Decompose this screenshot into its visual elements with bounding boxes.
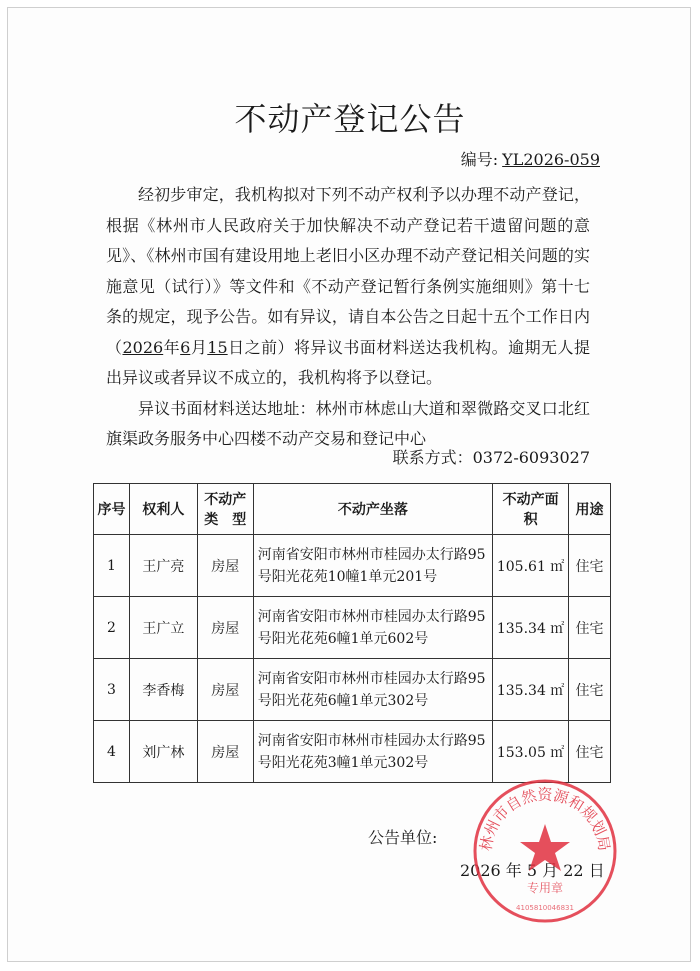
seal-star-icon — [520, 824, 570, 871]
cell-type: 房屋 — [197, 597, 253, 659]
paragraph-main — [106, 180, 590, 394]
cell-owner: 刘广林 — [129, 721, 197, 783]
table-header-row — [94, 484, 611, 535]
header-use: 用途 — [569, 484, 611, 535]
paragraph-main-text: 经初步审定，我机构拟对下列不动产权利予以办理不动产登记，根据《林州市人民政府关于加快解决不动产登记若干遗留问题的意见》、《林州市国有建设用地上老旧小区办理不动产登记相关问题的实施意见（试行）》等文件和《不动产登记暂行条例实施细则》第十七条的规定，现予公告。如有异议，请自本公告之日起十五个工作日内（ — [106, 185, 590, 357]
cell-area: 153.05 ㎡ — [493, 721, 569, 783]
cell-use: 住宅 — [569, 535, 611, 597]
seal-code: 4105810046831 — [516, 904, 574, 912]
cell-no: 3 — [94, 659, 130, 721]
cell-area: 135.34 ㎡ — [493, 597, 569, 659]
deadline-year-unit: 年 — [163, 337, 181, 357]
cell-area: 105.61 ㎡ — [493, 535, 569, 597]
table-row — [94, 597, 611, 659]
deadline-year: 2026 — [122, 337, 164, 357]
cell-use: 住宅 — [569, 721, 611, 783]
paragraph-main-tail: 日之前）将异议书面材料送达我机构。逾期无人提出异议或者异议不成立的，我机构将予以登记。 — [106, 337, 590, 387]
cell-area: 135.34 ㎡ — [493, 659, 569, 721]
cell-no: 2 — [94, 597, 130, 659]
seal-text: 林州市自然资源和规划局 — [476, 785, 614, 853]
property-table — [93, 483, 611, 783]
cell-type: 房屋 — [197, 535, 253, 597]
header-owner: 权利人 — [129, 484, 197, 535]
header-location: 不动产坐落 — [253, 484, 492, 535]
deadline-month-unit: 月 — [190, 337, 208, 357]
cell-type: 房屋 — [197, 659, 253, 721]
cell-owner: 王广立 — [129, 597, 197, 659]
header-no: 序号 — [94, 484, 130, 535]
table-row — [94, 535, 611, 597]
document-number — [461, 147, 600, 170]
cell-no: 1 — [94, 535, 130, 597]
cell-no: 4 — [94, 721, 130, 783]
cell-address: 河南省安阳市林州市桂园办太行路95号阳光花苑6幢1单元602号 — [253, 597, 492, 659]
document-number-label: 编号: — [460, 150, 499, 169]
issuer-label: 公告单位: — [368, 828, 438, 847]
cell-owner: 李香梅 — [129, 659, 197, 721]
deadline-day: 15 — [207, 337, 228, 357]
paragraph-address: 异议书面材料送达地址：林州市林虑山大道和翠微路交叉口北红旗渠政务服务中心四楼不动产交易和登记中心 — [106, 398, 590, 448]
contact-phone: 0372-6093027 — [472, 448, 590, 467]
deadline-month: 6 — [180, 337, 191, 357]
cell-owner: 王广亮 — [129, 535, 197, 597]
official-seal — [470, 776, 620, 926]
cell-address: 河南省安阳市林州市桂园办太行路95号阳光花苑3幢1单元302号 — [253, 721, 492, 783]
document-number-value: YL2026-059 — [502, 150, 600, 169]
header-area: 不动产面 积 — [493, 484, 569, 535]
cell-use: 住宅 — [569, 597, 611, 659]
table-row — [94, 721, 611, 783]
seal-subtext: 专用章 — [526, 881, 564, 895]
table-row — [94, 659, 611, 721]
cell-address: 河南省安阳市林州市桂园办太行路95号阳光花苑6幢1单元302号 — [253, 659, 492, 721]
announcement-body — [106, 180, 590, 455]
cell-address: 河南省安阳市林州市桂园办太行路95号阳光花苑10幢1单元201号 — [253, 535, 492, 597]
announcement-date: 2026 年 5 月 22 日 — [460, 861, 605, 880]
cell-type: 房屋 — [197, 721, 253, 783]
contact-info — [393, 445, 590, 468]
header-type: 不动产类 型 — [197, 484, 253, 535]
contact-label: 联系方式： — [392, 448, 473, 467]
document-title: 不动产登记公告 — [234, 100, 466, 138]
cell-use: 住宅 — [569, 659, 611, 721]
